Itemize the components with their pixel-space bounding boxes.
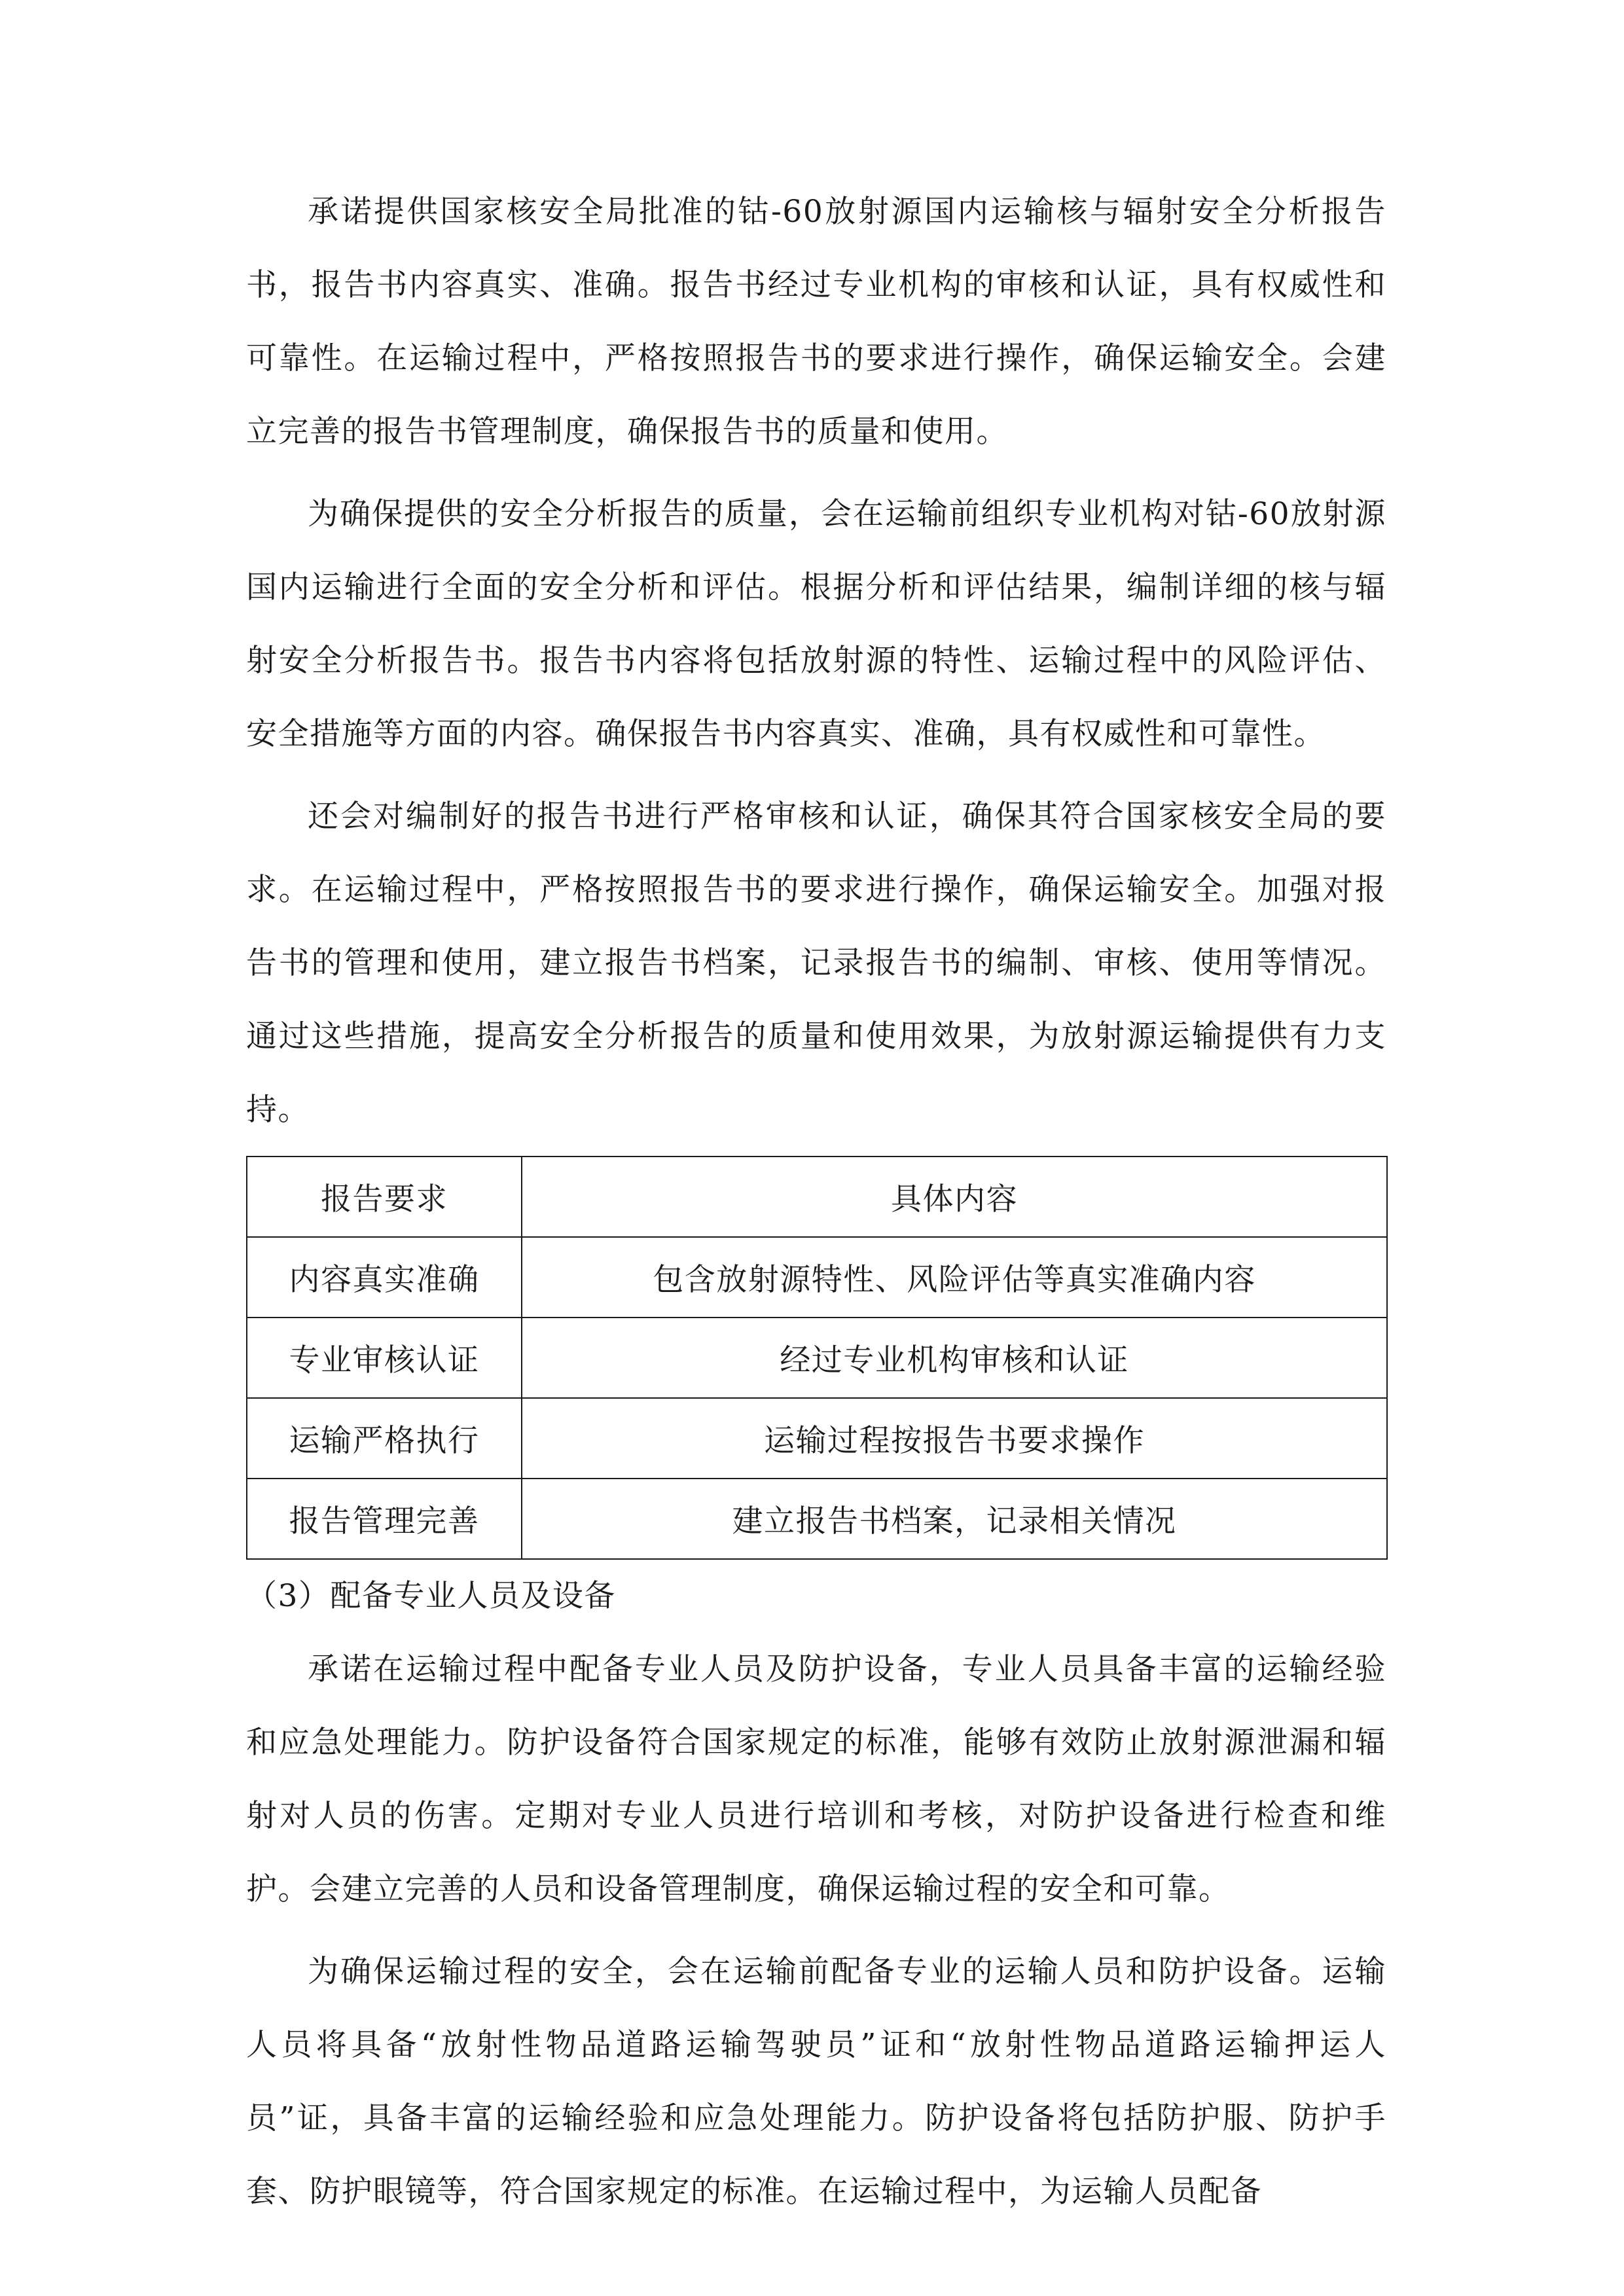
- table-header-row: [247, 1157, 1387, 1237]
- table-row: [247, 1318, 1387, 1398]
- paragraph-personnel-commitment: 承诺在运输过程中配备专业人员及防护设备，专业人员具备丰富的运输经验和应急处理能力。防护设备符合国家规定的标准，能够有效防止放射源泄漏和辐射对人员的伤害。定期对专业人员进行培训和考核，对防护设备进行检查和维护。会建立完善的人员和设备管理制度，确保运输过程的安全和可靠。: [246, 1651, 1386, 1907]
- table-cell-content: 包含放射源特性、风险评估等真实准确内容: [522, 1237, 1387, 1318]
- table-row: [247, 1398, 1387, 1479]
- table-cell-requirement: 专业审核认证: [247, 1318, 522, 1398]
- paragraph-report-review: 还会对编制好的报告书进行严格审核和认证，确保其符合国家核安全局的要求。在运输过程中，严格按照报告书的要求进行操作，确保运输安全。加强对报告书的管理和使用，建立报告书档案，记录报告书的编制、审核、使用等情况。通过这些措施，提高安全分析报告的质量和使用效果，为放射源运输提供有力支持。: [246, 798, 1386, 1128]
- table-row: [247, 1479, 1387, 1559]
- table-cell-content: 建立报告书档案，记录相关情况: [522, 1479, 1387, 1559]
- paragraph-report-quality: 为确保提供的安全分析报告的质量，会在运输前组织专业机构对钴-60放射源国内运输进行全面的安全分析和评估。根据分析和评估结果，编制详细的核与辐射安全分析报告书。报告书内容将包括放射源的特性、运输过程中的风险评估、安全措施等方面的内容。确保报告书内容真实、准确，具有权威性和可靠性。: [246, 496, 1386, 752]
- table-cell-requirement: 报告管理完善: [247, 1479, 522, 1559]
- table-cell-content: 经过专业机构审核和认证: [522, 1318, 1387, 1398]
- table-cell-content: 运输过程按报告书要求操作: [522, 1398, 1387, 1479]
- table-cell-requirement: 运输严格执行: [247, 1398, 522, 1479]
- paragraph-report-commitment: 承诺提供国家核安全局批准的钴-60放射源国内运输核与辐射安全分析报告书，报告书内容真实、准确。报告书经过专业机构的审核和认证，具有权威性和可靠性。在运输过程中，严格按照报告书的要求进行操作，确保运输安全。会建立完善的报告书管理制度，确保报告书的质量和使用。: [246, 194, 1386, 450]
- paragraph-personnel-equipment: 为确保运输过程的安全，会在运输前配备专业的运输人员和防护设备。运输人员将具备“放射性物品道路运输驾驶员”证和“放射性物品道路运输押运人员”证，具备丰富的运输经验和应急处理能力。防护设备将包括防护服、防护手套、防护眼镜等，符合国家规定的标准。在运输过程中，为运输人员配备: [246, 1954, 1386, 2210]
- table-header-requirement: 报告要求: [247, 1157, 522, 1237]
- document-page: [246, 175, 1386, 2229]
- table-cell-requirement: 内容真实准确: [247, 1237, 522, 1318]
- table-row: [247, 1237, 1387, 1318]
- report-requirements-table: [246, 1156, 1388, 1560]
- section-heading: （3）配备专业人员及设备: [246, 1578, 616, 1614]
- table-header-content: 具体内容: [522, 1157, 1387, 1237]
